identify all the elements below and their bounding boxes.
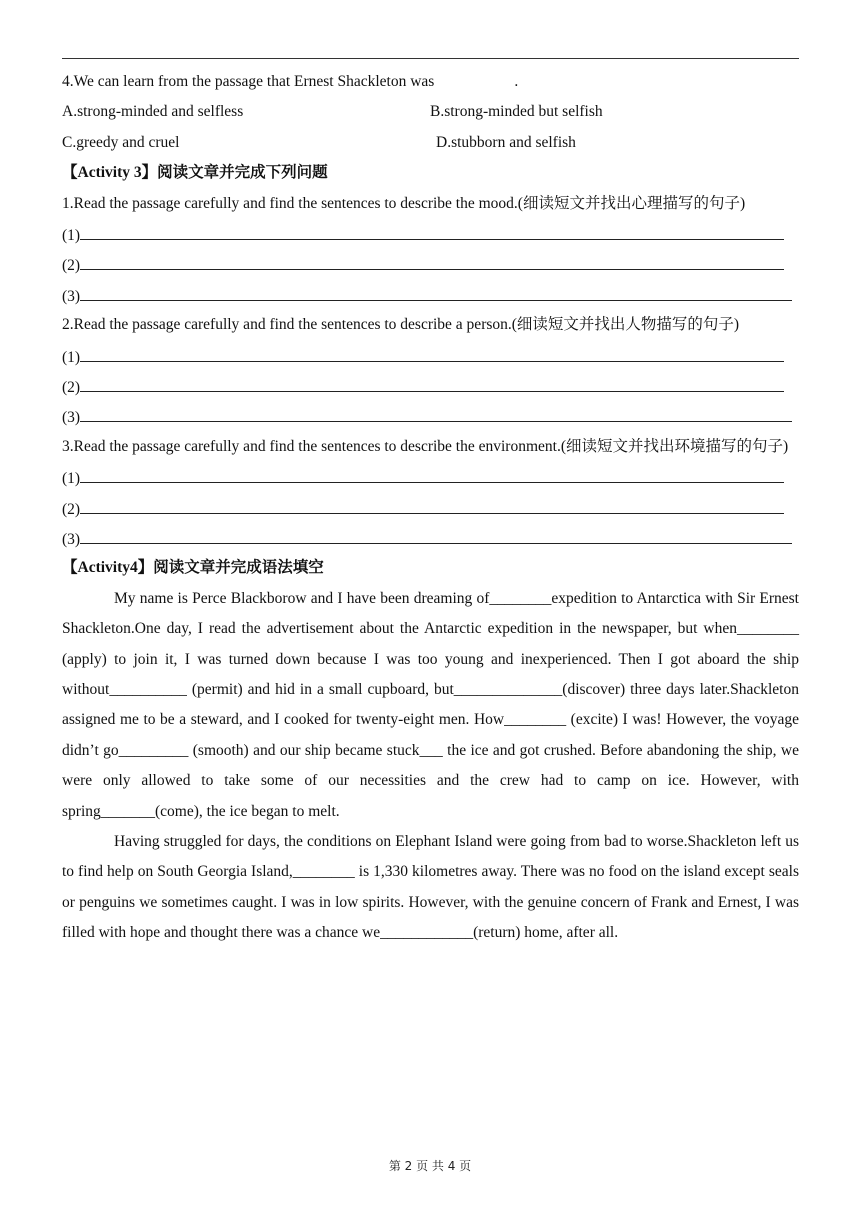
passage-paragraph-1: My name is Perce Blackborow and I have been dreaming of________expedition to Antarctica with Sir Ernest Shackleton.One day, I read the advertisement about the Antarctic expedition in the newspaper, but when________ (apply) to join it, I was turned down because I was too young and inexperienced. Then I got aboard the ship without__________ (permit) and hid in a small cupboard, but______________(discover) three days later.Shackleton assigned me to be a steward, and I cooked for twenty-eight men. How________ (excite) I was! However, the voyage didn’t go_________ (smooth) and our ship became stuck___ the ice and got crushed. Before abandoning the ship, we were only allowed to take some of our necessities and the crew had to camp on ice. However, with spring_______(come), the ice began to melt.	[62, 589, 799, 820]
answer-line[interactable]: (3)	[62, 523, 799, 553]
activity-4-heading: 【Activity4】阅读文章并完成语法填空	[62, 559, 324, 577]
passage-paragraph-2: Having struggled for days, the conditions on Elephant Island were going from bad to worse.Shackleton left us to find help on South Georgia Island,________ is 1,330 kilometres away. There was no food on the island except seals or penguins we sometimes caught. I was in low spirits. However, with the genuine concern of Frank and Ernest, I was filled with hope and thought there was a chance we____________(return) home, after all.	[62, 832, 799, 942]
answer-line[interactable]: (1)	[62, 219, 799, 249]
answer-line[interactable]: (2)	[62, 371, 799, 401]
option-c[interactable]: C.greedy and cruel	[62, 133, 180, 151]
page-number: 第 2 页 共 4 页	[388, 1159, 472, 1173]
header-rule	[62, 58, 799, 59]
document-page	[62, 67, 799, 949]
option-b[interactable]: B.strong-minded but selfish	[430, 103, 603, 121]
option-d[interactable]: D.stubborn and selfish	[436, 133, 576, 151]
activity-3-question-2: 2.Read the passage carefully and find the sentences to describe a person.(细读短文并找出人物描写的句子)	[62, 316, 740, 334]
answer-line[interactable]: (3)	[62, 401, 799, 431]
answer-line[interactable]: (1)	[62, 462, 799, 492]
question-4	[62, 67, 799, 97]
options-row-1	[62, 97, 799, 127]
answer-line[interactable]: (3)	[62, 280, 799, 310]
activity-3-heading: 【Activity 3】阅读文章并完成下列问题	[62, 164, 328, 182]
answer-line[interactable]: (2)	[62, 493, 799, 523]
option-a[interactable]: A.strong-minded and selfless	[62, 103, 244, 121]
activity-3-question-3: 3.Read the passage carefully and find the sentences to describe the environment.(细读短文并找出环境描写的句子)	[62, 437, 789, 455]
answer-line[interactable]: (1)	[62, 341, 799, 371]
options-row-2	[62, 128, 799, 158]
cloze-passage	[62, 584, 799, 949]
question-4-stem: 4.We can learn from the passage that Ernest Shackleton was	[62, 73, 435, 90]
question-4-end: .	[514, 73, 519, 90]
activity-3-question-1: 1.Read the passage carefully and find the sentences to describe the mood.(细读短文并找出心理描写的句子)	[62, 194, 746, 212]
answer-line[interactable]: (2)	[62, 249, 799, 279]
